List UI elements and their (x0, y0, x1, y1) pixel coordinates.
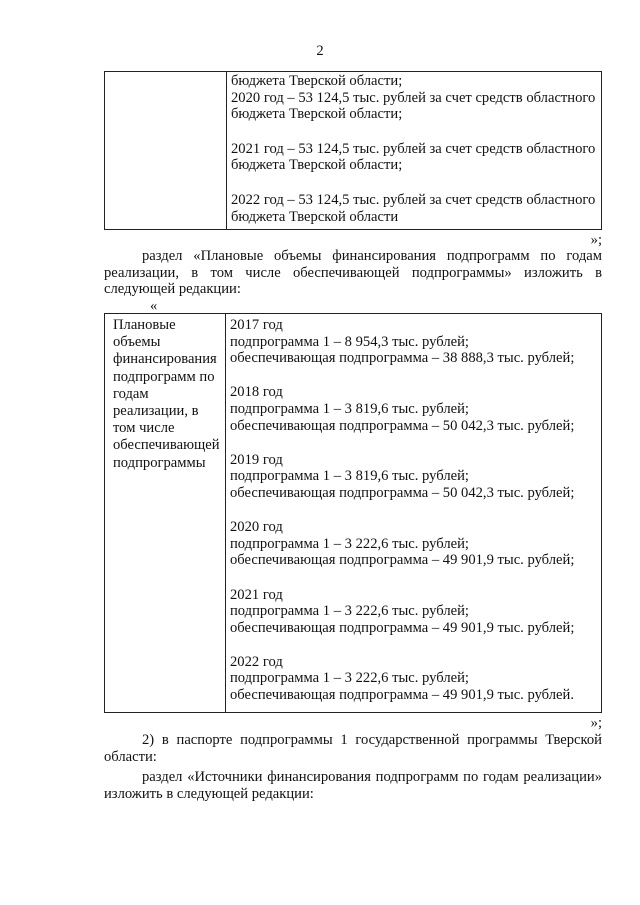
label-line: обеспечивающей (113, 437, 220, 454)
year-block-2021 (230, 587, 601, 637)
supporting-subprogram-amount: обеспечивающая подпрограмма – 38 888,3 тыс. рублей; (230, 350, 575, 367)
continued-line: бюджета Тверской области; (231, 73, 403, 89)
paragraph-line: реализации, в том числе обеспечивающей подпрограммы» изложить в (104, 264, 602, 281)
continued-line: 2021 год – 53 124,5 тыс. рублей за счет средств областного (231, 140, 596, 157)
year-heading: 2020 год (230, 519, 283, 536)
closing-quote: »; (590, 232, 602, 248)
paragraph-line: области: (104, 748, 157, 765)
continued-table-left-cell (105, 72, 227, 229)
supporting-subprogram-amount: обеспечивающая подпрограмма – 50 042,3 тыс. рублей; (230, 484, 575, 501)
supporting-subprogram-amount: обеспечивающая подпрограмма – 49 901,9 тыс. рублей; (230, 619, 575, 636)
financing-table-values-cell (226, 314, 601, 712)
year-heading: 2021 год (230, 586, 283, 603)
continued-line: 2022 год – 53 124,5 тыс. рублей за счет средств областного (231, 191, 596, 208)
paragraph-line: раздел «Плановые объемы финансирования подпрограмм по годам (142, 248, 602, 264)
year-block-2018 (230, 384, 601, 434)
label-line: годам (113, 385, 149, 402)
continued-table (104, 71, 602, 230)
supporting-subprogram-amount: обеспечивающая подпрограмма – 49 901,9 тыс. рублей. (230, 687, 574, 704)
label-line: подпрограммы (113, 454, 206, 471)
continued-line: бюджета Тверской области; (231, 157, 403, 174)
continued-line: 2020 год – 53 124,5 тыс. рублей за счет средств областного (231, 89, 596, 106)
subprogram-1-amount: подпрограмма 1 – 3 819,6 тыс. рублей; (230, 468, 469, 485)
label-line: Плановые (113, 317, 176, 333)
label-line: подпрограмм по (113, 368, 215, 385)
label-line: финансирования (113, 351, 217, 368)
year-heading: 2017 год (230, 317, 283, 333)
supporting-subprogram-amount: обеспечивающая подпрограмма – 49 901,9 тыс. рублей; (230, 552, 575, 569)
year-block-2019 (230, 452, 601, 502)
page-number: 2 (316, 43, 324, 59)
continued-line: бюджета Тверской области (231, 208, 399, 225)
paragraph-line: раздел «Источники финансирования подпрограмм по годам реализации» (142, 769, 602, 785)
paragraph-line: следующей редакции: (104, 281, 241, 298)
year-block-2020 (230, 519, 601, 569)
closing-quote: »; (590, 715, 602, 731)
paragraph-section-financing (104, 248, 602, 298)
paragraph-line: изложить в следующей редакции: (104, 785, 314, 802)
year-block-2022 (230, 654, 601, 704)
subprogram-1-amount: подпрограмма 1 – 8 954,3 тыс. рублей; (230, 333, 469, 350)
financing-table-label-cell (105, 314, 226, 712)
subprogram-1-amount: подпрограмма 1 – 3 222,6 тыс. рублей; (230, 670, 469, 687)
subprogram-1-amount: подпрограмма 1 – 3 819,6 тыс. рублей; (230, 400, 469, 417)
label-line: реализации, в (113, 403, 199, 420)
paragraph-section-sources (104, 769, 602, 802)
year-heading: 2022 год (230, 653, 283, 670)
label-line: объемы (113, 334, 161, 351)
subprogram-1-amount: подпрограмма 1 – 3 222,6 тыс. рублей; (230, 603, 469, 620)
label-line: том числе (113, 420, 175, 437)
paragraph-line: 2) в паспорте подпрограммы 1 государственной программы Тверской (142, 732, 602, 748)
paragraph-subprogram-passport (104, 732, 602, 765)
continued-table-right-cell (227, 72, 601, 229)
continued-line: бюджета Тверской области; (231, 106, 403, 123)
year-heading: 2018 год (230, 384, 283, 401)
financing-table (104, 313, 602, 713)
year-heading: 2019 год (230, 451, 283, 468)
opening-quote: « (150, 298, 158, 314)
supporting-subprogram-amount: обеспечивающая подпрограмма – 50 042,3 тыс. рублей; (230, 417, 575, 434)
subprogram-1-amount: подпрограмма 1 – 3 222,6 тыс. рублей; (230, 535, 469, 552)
year-block-2017 (230, 317, 601, 367)
